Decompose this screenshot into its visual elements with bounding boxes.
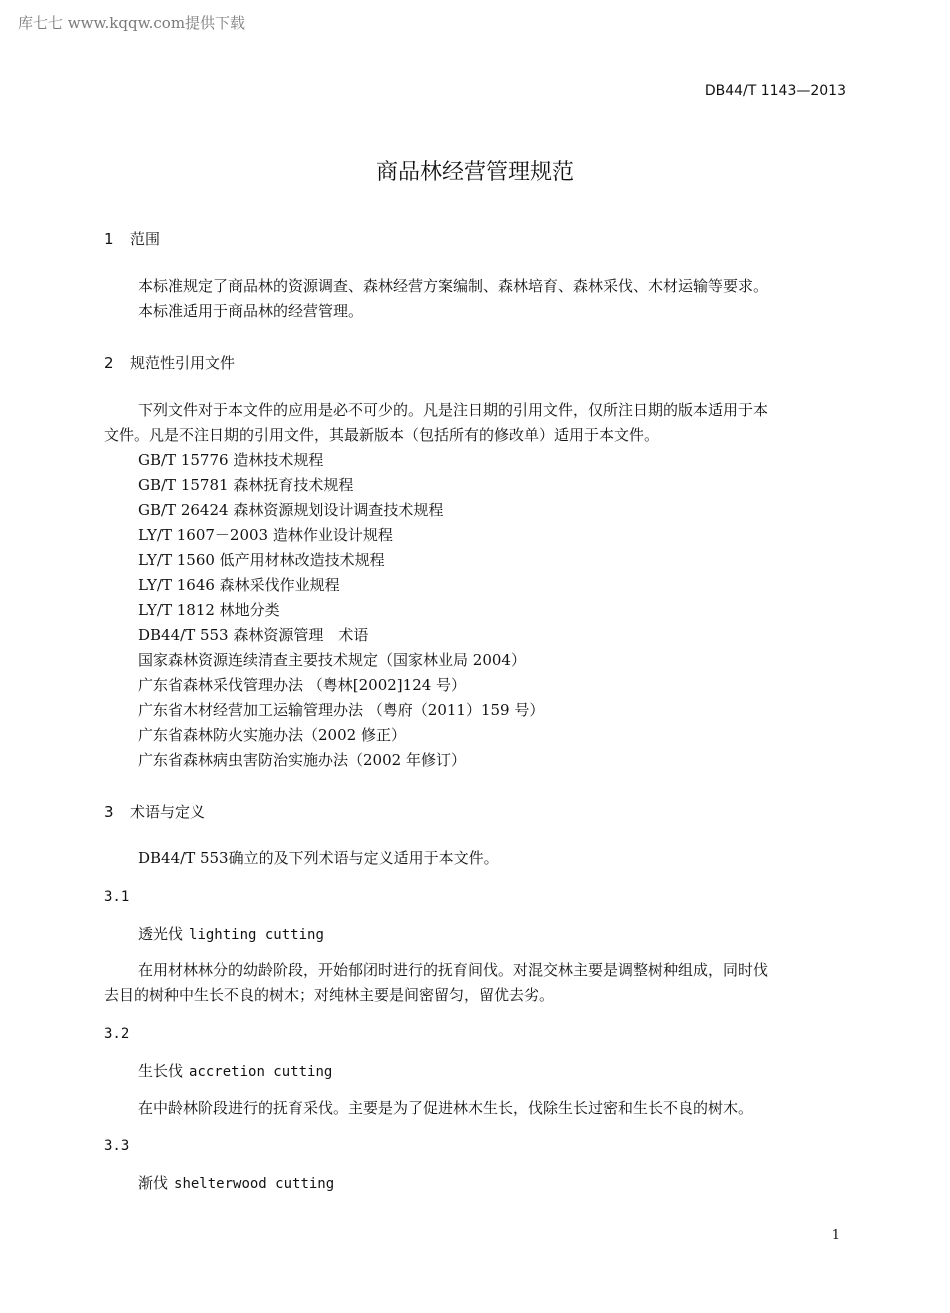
reference-item: LY/T 1560 低产用材林改造技术规程 (138, 551, 385, 569)
section-number: 3 (104, 803, 114, 821)
page-number: 1 (831, 1228, 840, 1243)
page-title: 商品林经营管理规范 (375, 160, 574, 185)
term-title (138, 923, 324, 944)
section-1-heading (104, 228, 160, 249)
term-chinese: 透光伐 (138, 925, 184, 943)
section-number: 1 (104, 230, 114, 248)
reference-item: LY/T 1646 森林采伐作业规程 (138, 576, 340, 594)
term-english: lighting cutting (189, 927, 324, 943)
terms-intro: DB44/T 553确立的及下列术语与定义适用于本文件。 (138, 849, 499, 867)
term-number: 3.3 (104, 1138, 130, 1154)
scope-paragraph-1: 本标准规定了商品林的资源调查、森林经营方案编制、森林培育、森林采伐、木材运输等要求。 (138, 277, 769, 295)
document-number: DB44/T 1143—2013 (704, 83, 846, 99)
term-english: accretion cutting (189, 1064, 333, 1080)
section-3-heading (104, 801, 205, 822)
scope-paragraph-2: 本标准适用于商品林的经营管理。 (138, 302, 364, 320)
term-title (138, 1172, 334, 1193)
section-title: 范围 (130, 230, 161, 248)
term-number: 3.2 (104, 1026, 130, 1042)
term-definition-line-1: 在用材林林分的幼龄阶段，开始郁闭时进行的抚育间伐。对混交林主要是调整树种组成，同时伐 (138, 961, 769, 979)
section-number: 2 (104, 354, 114, 372)
reference-item: 广东省森林采伐管理办法 （粤林[2002]124 号） (138, 676, 467, 694)
references-intro-line-2: 文件。凡是不注日期的引用文件，其最新版本（包括所有的修改单）适用于本文件。 (104, 426, 660, 444)
reference-item: DB44/T 553 森林资源管理 术语 (138, 626, 369, 644)
section-2-heading (104, 352, 235, 373)
reference-item: LY/T 1812 林地分类 (138, 601, 280, 619)
reference-item: 广东省森林病虫害防治实施办法（2002 年修订） (138, 751, 466, 769)
term-chinese: 生长伐 (138, 1062, 184, 1080)
reference-item: 广东省森林防火实施办法（2002 修正） (138, 726, 406, 744)
reference-item: 国家森林资源连续清查主要技术规定（国家林业局 2004） (138, 651, 526, 669)
references-intro-line-1: 下列文件对于本文件的应用是必不可少的。凡是注日期的引用文件，仅所注日期的版本适用于本 (138, 401, 769, 419)
term-definition-line-2: 去目的树种中生长不良的树木；对纯林主要是间密留匀，留优去劣。 (104, 986, 555, 1004)
reference-item: GB/T 26424 森林资源规划设计调查技术规程 (138, 501, 444, 519)
watermark-text: 库七七 www.kqqw.com提供下载 (18, 14, 246, 32)
reference-item: GB/T 15781 森林抚育技术规程 (138, 476, 354, 494)
term-english: shelterwood cutting (174, 1176, 335, 1192)
term-chinese: 渐伐 (138, 1174, 169, 1192)
reference-item: GB/T 15776 造林技术规程 (138, 451, 324, 469)
term-definition-line-1: 在中龄林阶段进行的抚育采伐。主要是为了促进林木生长，伐除生长过密和生长不良的树木。 (138, 1099, 754, 1117)
term-number: 3.1 (104, 889, 130, 905)
reference-item: 广东省木材经营加工运输管理办法 （粤府（2011）159 号） (138, 701, 545, 719)
term-title (138, 1060, 332, 1081)
reference-item: LY/T 1607－2003 造林作业设计规程 (138, 526, 393, 544)
section-title: 规范性引用文件 (130, 354, 236, 372)
section-title: 术语与定义 (130, 803, 206, 821)
